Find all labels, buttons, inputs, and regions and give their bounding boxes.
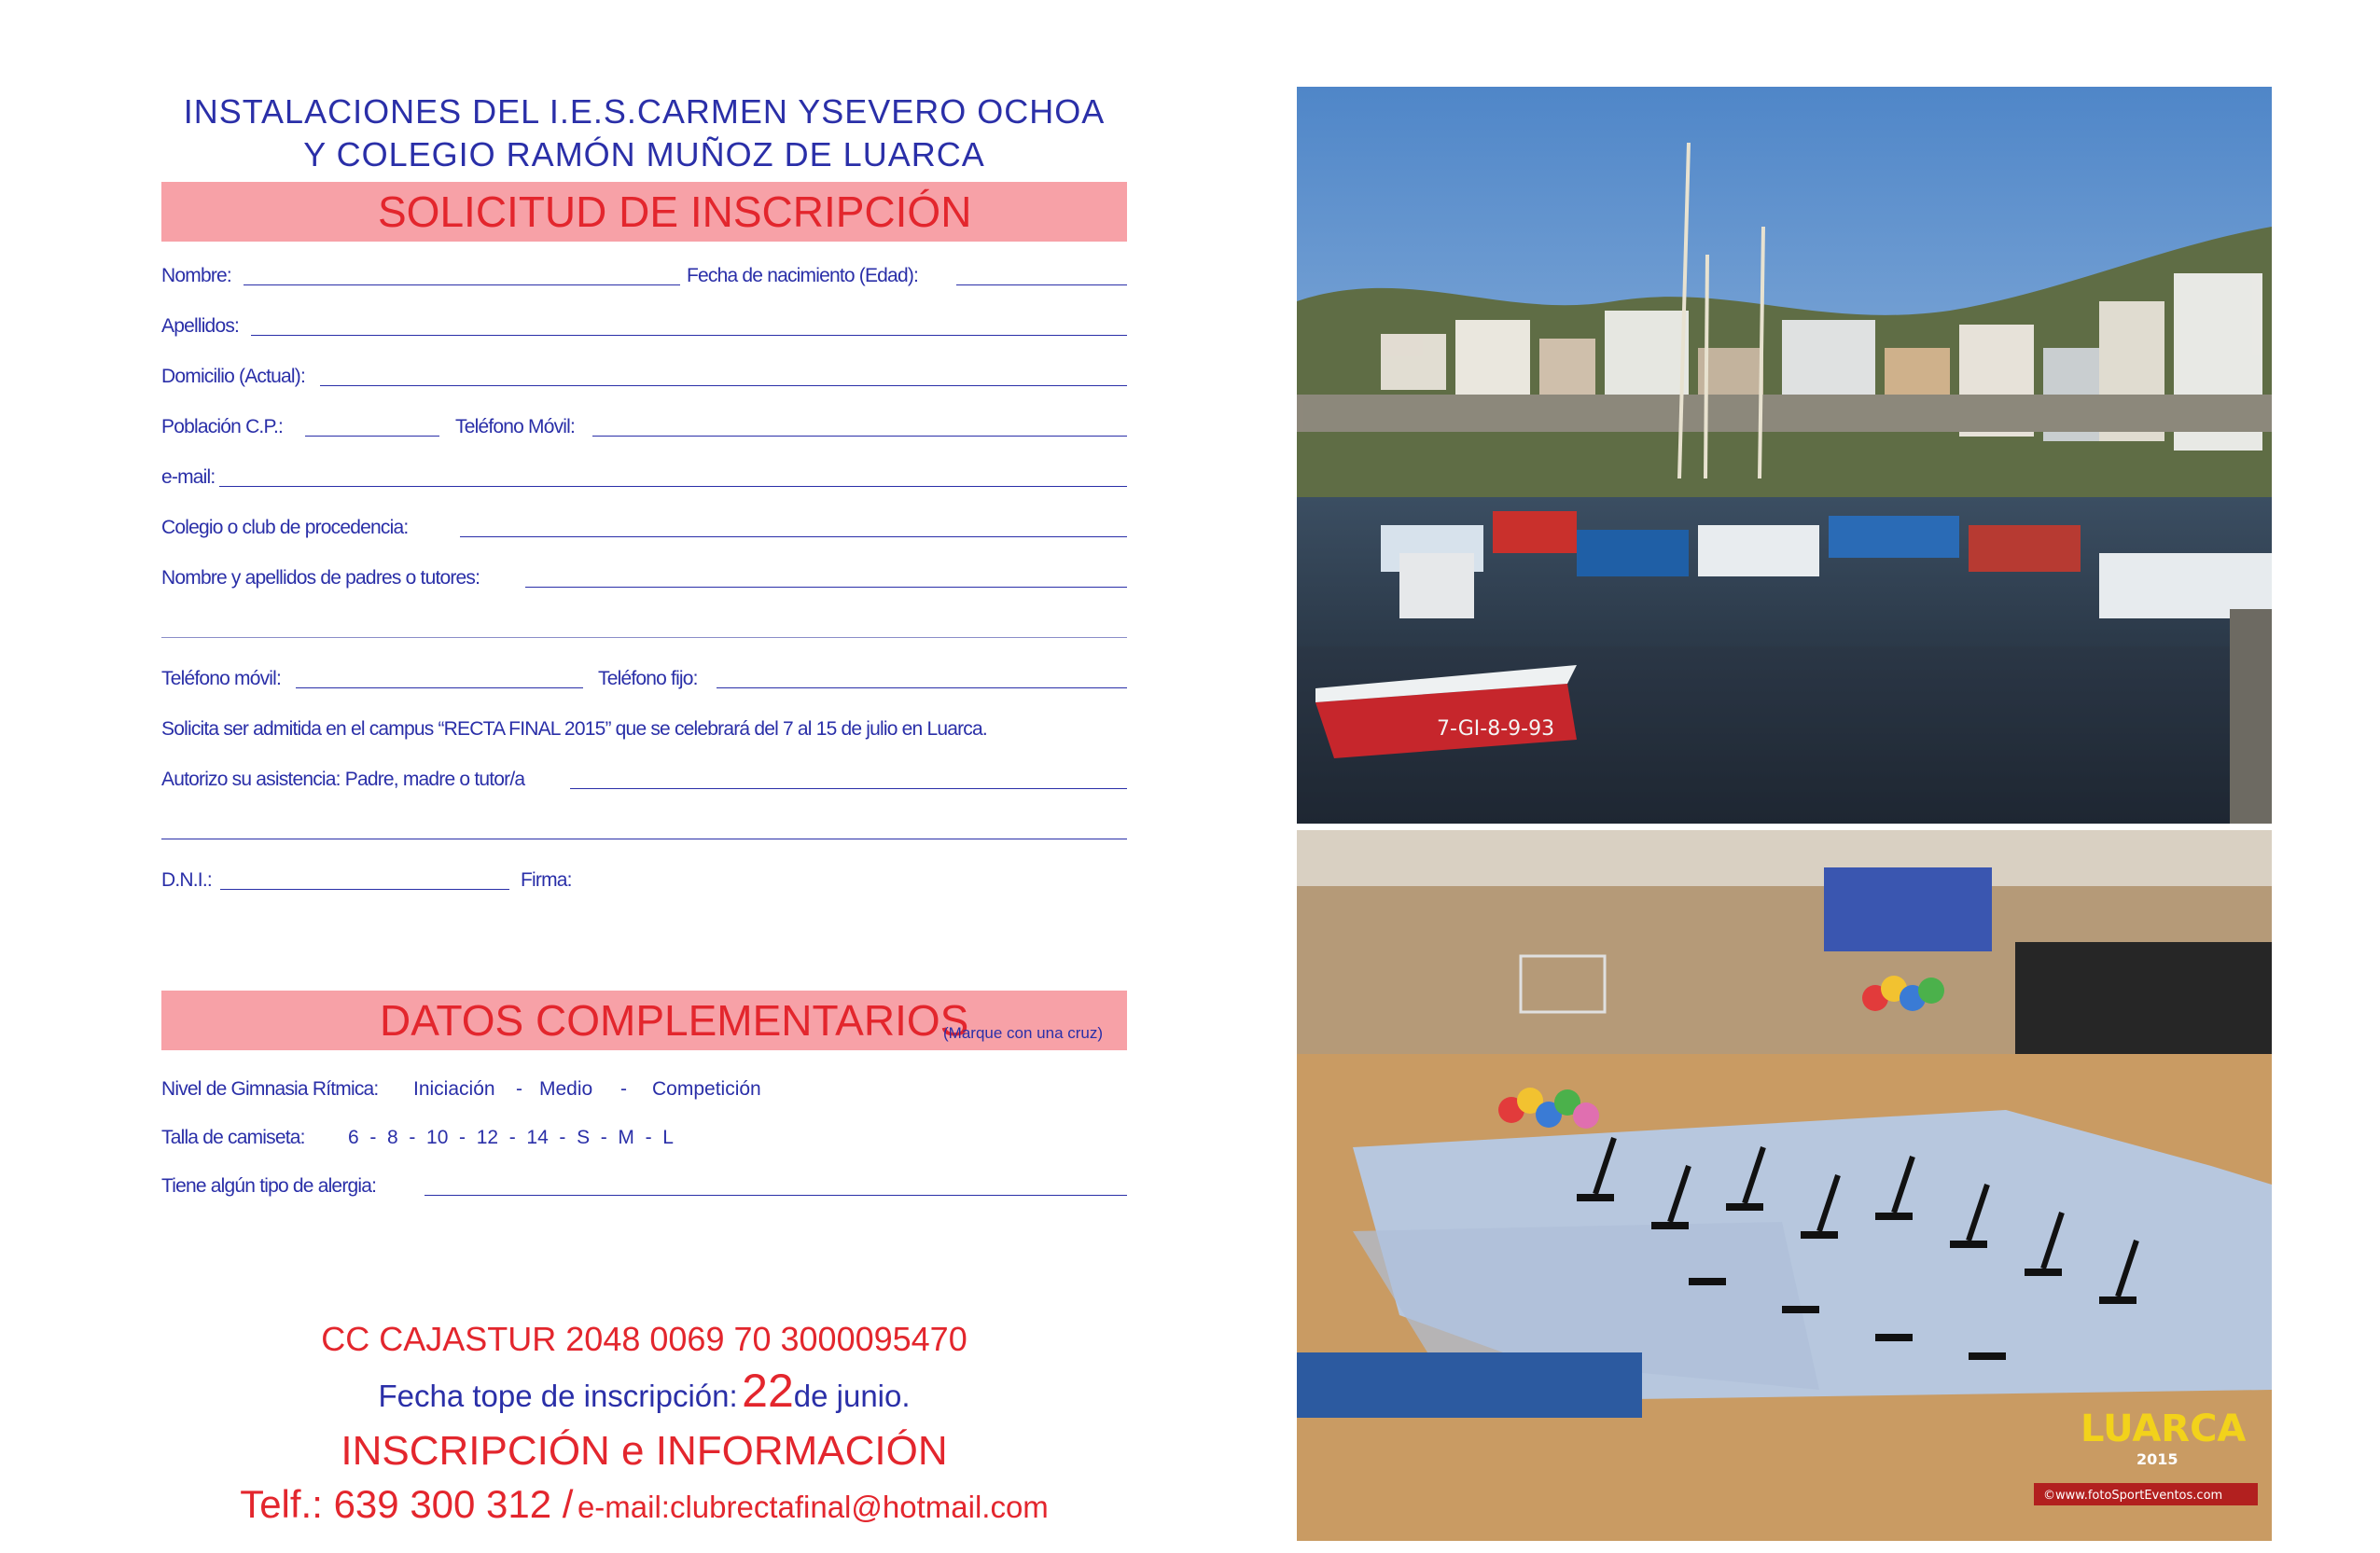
row-talla xyxy=(161,1114,1127,1151)
input-dni[interactable] xyxy=(220,889,509,890)
input-email[interactable] xyxy=(219,486,1127,487)
label-dni: D.N.I.: xyxy=(161,869,212,891)
row-colegio xyxy=(161,504,1127,541)
label-poblacion: Población C.P.: xyxy=(161,416,284,437)
option-separator-1: - xyxy=(516,1078,522,1100)
label-domicilio: Domicilio (Actual): xyxy=(161,366,305,387)
input-autorizo[interactable] xyxy=(570,788,1127,789)
header-line-2: Y COLEGIO RAMÓN MUÑOZ DE LUARCA xyxy=(303,135,985,173)
input-domicilio[interactable] xyxy=(320,385,1127,386)
solicitud-title: SOLICITUD DE INSCRIPCIÓN xyxy=(378,187,972,236)
input-fecha-nacimiento[interactable] xyxy=(956,284,1127,285)
option-competicion[interactable]: Competición xyxy=(652,1078,761,1100)
solicitud-band xyxy=(161,182,1127,242)
deadline xyxy=(161,1365,1127,1417)
input-colegio[interactable] xyxy=(460,536,1127,537)
row-poblacion xyxy=(161,403,1127,440)
input-padres[interactable] xyxy=(525,587,1127,588)
label-autorizo: Autorizo su asistencia: Padre, madre o tutor/a xyxy=(161,769,525,790)
input-telefono-movil-1[interactable] xyxy=(592,436,1127,437)
harbor-photo xyxy=(1297,87,2272,824)
contact-email[interactable]: e-mail:clubrectafinal@hotmail.com xyxy=(577,1490,1049,1524)
gym-photo xyxy=(1297,830,2272,1541)
row-dni xyxy=(161,856,1127,894)
row-autorizo-cont xyxy=(161,806,1127,843)
info-title: INSCRIPCIÓN e INFORMACIÓN xyxy=(341,1428,948,1474)
label-talla: Talla de camiseta: xyxy=(161,1127,305,1148)
label-firma: Firma: xyxy=(521,869,572,891)
row-domicilio xyxy=(161,353,1127,390)
header-line-1: INSTALACIONES DEL I.E.S.CARMEN YSEVERO OCHOA xyxy=(183,92,1106,131)
label-padres: Nombre y apellidos de padres o tutores: xyxy=(161,567,480,589)
talla-options[interactable]: 6 - 8 - 10 - 12 - 14 - S - M - L xyxy=(348,1127,674,1148)
option-medio[interactable]: Medio xyxy=(539,1078,593,1100)
deadline-day: 22 xyxy=(742,1365,794,1417)
row-telefonos xyxy=(161,655,1127,692)
label-nivel: Nivel de Gimnasia Rítmica: xyxy=(161,1078,379,1100)
input-apellidos[interactable] xyxy=(251,335,1127,336)
complementarios-title: DATOS COMPLEMENTARIOS xyxy=(380,996,969,1045)
row-nivel xyxy=(161,1065,1127,1102)
input-alergia[interactable] xyxy=(425,1195,1127,1196)
input-telefono-movil-2[interactable] xyxy=(296,687,583,688)
label-alergia: Tiene algún tipo de alergia: xyxy=(161,1175,377,1197)
option-separator-2: - xyxy=(620,1078,627,1100)
row-alergia xyxy=(161,1162,1127,1199)
label-email: e-mail: xyxy=(161,466,216,488)
input-nombre[interactable] xyxy=(244,284,680,285)
label-telefono-fijo: Teléfono fijo: xyxy=(598,668,698,689)
input-padres-line-2[interactable] xyxy=(161,637,1127,638)
harbor-illustration xyxy=(1297,87,2272,824)
row-solicita xyxy=(161,705,1127,742)
row-padres xyxy=(161,554,1127,591)
label-apellidos: Apellidos: xyxy=(161,315,240,337)
contact-phone[interactable]: Telf.: 639 300 312 / xyxy=(240,1482,574,1526)
input-telefono-fijo[interactable] xyxy=(717,687,1127,688)
deadline-suffix: de junio. xyxy=(793,1379,911,1413)
gym-illustration xyxy=(1297,830,2272,1541)
solicita-text: Solicita ser admitida en el campus “RECTA FINAL 2015” que se celebrará del 7 al 15 de julio en Luarca. xyxy=(161,718,987,740)
row-padres-cont xyxy=(161,604,1127,642)
row-nombre xyxy=(161,252,1127,289)
watermark: ©www.fotoSportEventos.com xyxy=(2043,1489,2223,1503)
label-colegio: Colegio o club de procedencia: xyxy=(161,517,409,538)
input-poblacion[interactable] xyxy=(305,436,439,437)
logo-text: LUARCA xyxy=(2081,1407,2247,1450)
label-telefono-movil-1: Teléfono Móvil: xyxy=(455,416,576,437)
logo-year: 2015 xyxy=(2136,1450,2178,1468)
label-telefono-movil-2: Teléfono móvil: xyxy=(161,668,282,689)
complementarios-band xyxy=(161,991,1127,1050)
complementarios-note: (Marque con una cruz) xyxy=(943,1024,1104,1042)
label-fecha-nacimiento: Fecha de nacimiento (Edad): xyxy=(687,265,919,286)
boat-registration: 7-GI-8-9-93 xyxy=(1437,717,1555,741)
row-email xyxy=(161,453,1127,491)
row-autorizo xyxy=(161,756,1127,793)
contact-line xyxy=(161,1482,1127,1526)
account-number: CC CAJASTUR 2048 0069 70 3000095470 xyxy=(321,1320,967,1358)
label-nombre: Nombre: xyxy=(161,265,231,286)
deadline-prefix: Fecha tope de inscripción: xyxy=(378,1379,738,1413)
option-iniciacion[interactable]: Iniciación xyxy=(413,1078,495,1100)
row-apellidos xyxy=(161,302,1127,340)
